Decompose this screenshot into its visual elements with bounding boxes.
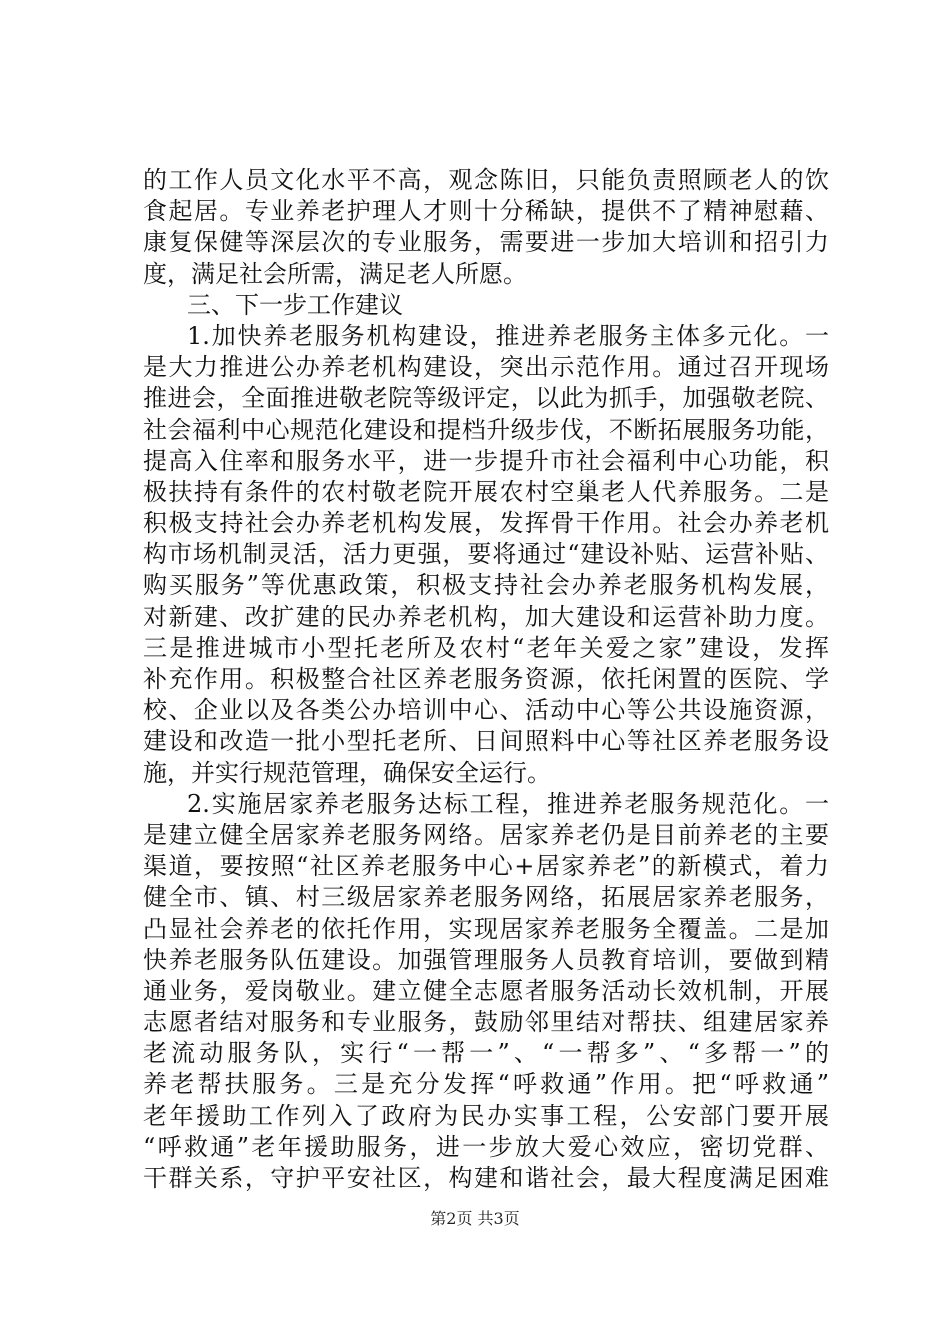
text-line: 施，并实行规范管理，确保安全运行。 <box>143 758 551 787</box>
text-line: 康复保健等深层次的专业服务，需要进一步加大培训和招引力 <box>143 228 829 257</box>
page-number-footer: 第2页 共3页 <box>430 1209 520 1228</box>
text-line: 志愿者结对服务和专业服务，鼓励邻里结对帮扶、组建居家养 <box>143 1008 829 1037</box>
text-line: 提高入住率和服务水平，进一步提升市社会福利中心功能，积 <box>143 446 829 475</box>
text-line: 快养老服务队伍建设。加强管理服务人员教育培训，要做到精 <box>143 945 829 974</box>
text-line: 校、企业以及各类公办培训中心、活动中心等公共设施资源， <box>143 696 829 725</box>
text-line: 积极支持社会办养老机构发展，发挥骨干作用。社会办养老机 <box>143 509 829 538</box>
text-line: 凸显社会养老的依托作用，实现居家养老服务全覆盖。二是加 <box>143 914 829 943</box>
text-line: 社会福利中心规范化建设和提档升级步伐，不断拓展服务功能， <box>143 415 829 444</box>
text-line: 2.实施居家养老服务达标工程，推进养老服务规范化。一 <box>187 789 829 818</box>
text-line: 建设和改造一批小型托老所、日间照料中心等社区养老服务设 <box>143 727 829 756</box>
text-line: 的工作人员文化水平不高，观念陈旧，只能负责照顾老人的饮 <box>143 166 829 194</box>
text-line: 度，满足社会所需，满足老人所愿。 <box>143 259 527 288</box>
text-line: 养老帮扶服务。三是充分发挥“呼救通”作用。把“呼救通” <box>143 1070 829 1099</box>
text-line: 是大力推进公办养老机构建设，突出示范作用。通过召开现场 <box>143 353 829 382</box>
text-line: 三是推进城市小型托老所及农村“老年关爱之家”建设，发挥 <box>143 633 829 662</box>
text-line: 极扶持有条件的农村敬老院开展农村空巢老人代养服务。二是 <box>143 477 829 506</box>
text-line: 构市场机制灵活，活力更强，要将通过“建设补贴、运营补贴、 <box>143 540 829 569</box>
text-line: 三、下一步工作建议 <box>187 290 403 319</box>
text-line: 干群关系，守护平安社区，构建和谐社会，最大程度满足困难 <box>143 1164 829 1192</box>
text-line: 补充作用。积极整合社区养老服务资源，依托闲置的医院、学 <box>143 665 829 693</box>
document-body <box>143 165 829 1194</box>
text-line: 是建立健全居家养老服务网络。居家养老仍是目前养老的主要 <box>143 820 829 849</box>
text-line: 对新建、改扩建的民办养老机构，加大建设和运营补助力度。 <box>143 602 829 631</box>
text-line: 购买服务”等优惠政策，积极支持社会办养老服务机构发展， <box>143 571 829 600</box>
text-line: “呼救通”老年援助服务，进一步放大爱心效应，密切党群、 <box>143 1132 829 1161</box>
text-line: 渠道，要按照“社区养老服务中心+居家养老”的新模式，着力 <box>143 852 829 881</box>
text-line: 老流动服务队，实行“一帮一”、“一帮多”、“多帮一”的 <box>143 1039 829 1068</box>
text-line: 健全市、镇、村三级居家养老服务网络，拓展居家养老服务， <box>143 883 829 912</box>
text-line: 推进会，全面推进敬老院等级评定，以此为抓手，加强敬老院、 <box>143 384 829 413</box>
text-line: 1.加快养老服务机构建设，推进养老服务主体多元化。一 <box>187 321 829 350</box>
text-line: 食起居。专业养老护理人才则十分稀缺，提供不了精神慰藉、 <box>143 197 829 226</box>
text-line: 通业务，爱岗敬业。建立健全志愿者服务活动长效机制，开展 <box>143 976 829 1005</box>
text-line: 老年援助工作列入了政府为民办实事工程，公安部门要开展 <box>143 1101 829 1130</box>
